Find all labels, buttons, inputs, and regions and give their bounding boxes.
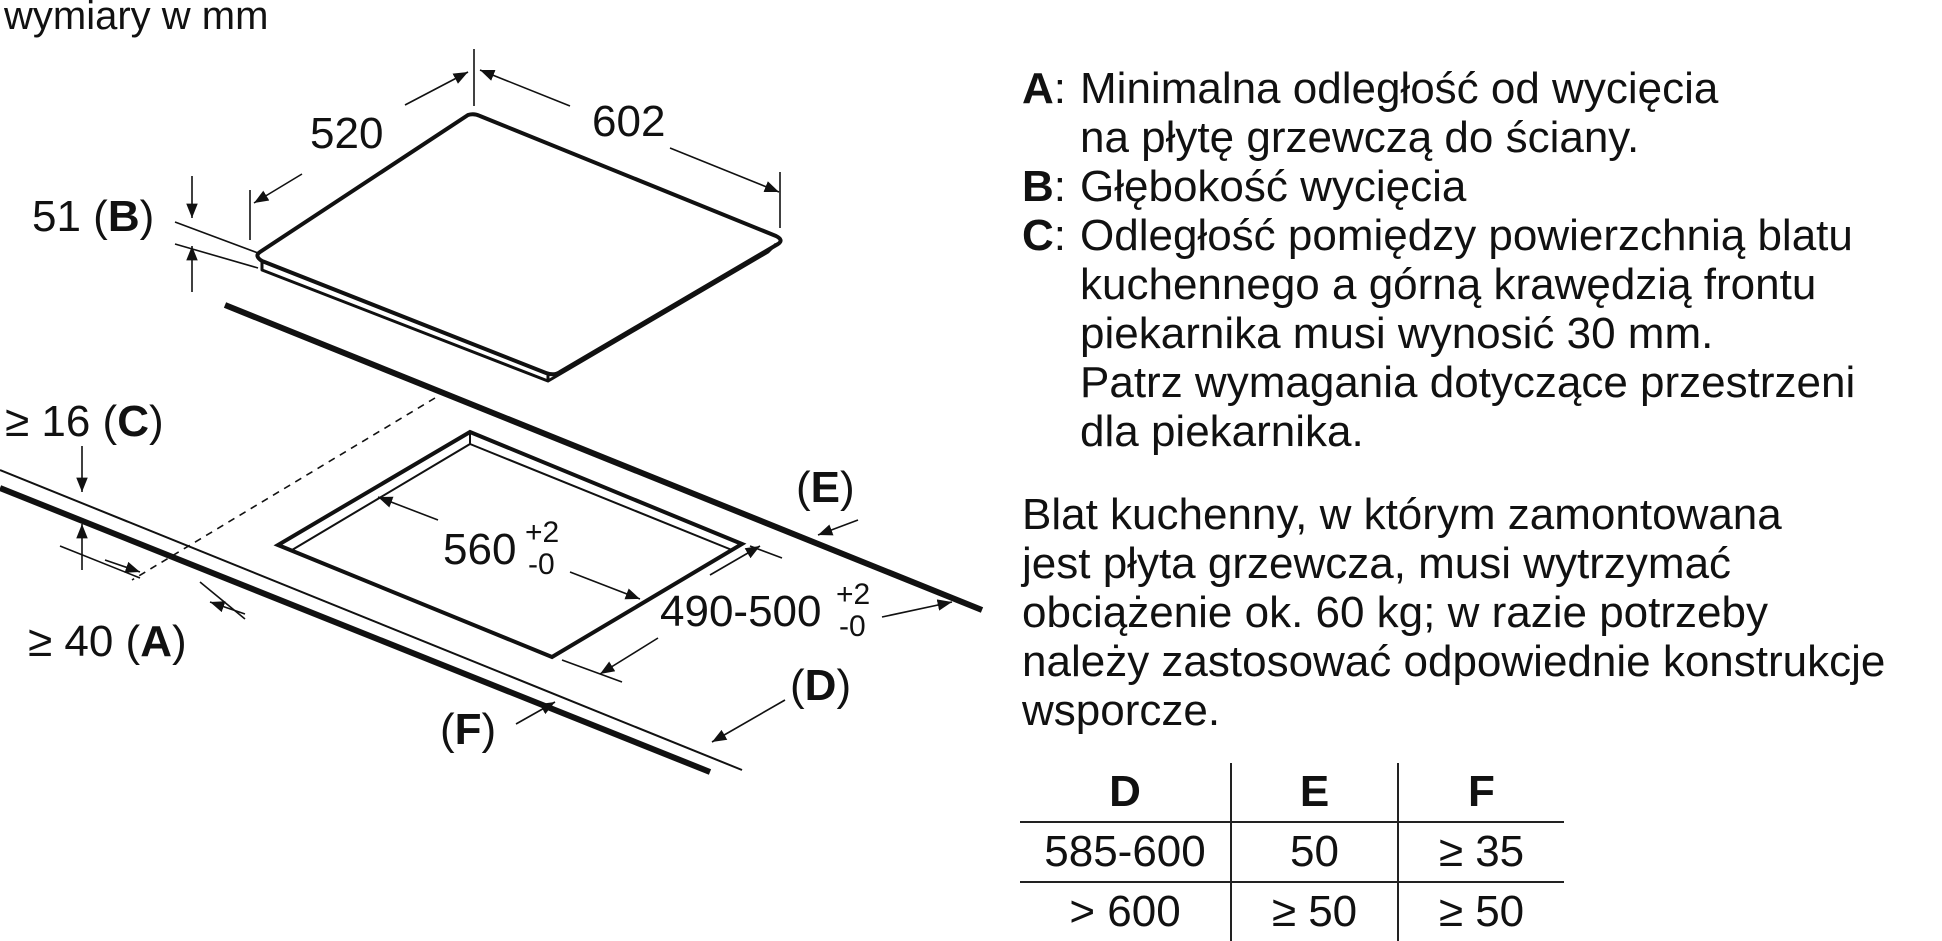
- height-label: 51 (B): [32, 192, 155, 241]
- table-row: [1020, 882, 1564, 941]
- legend-text: Głębokość wycięcia: [1080, 162, 1467, 211]
- legend-item-a: A : Minimalna odległość od wycięcia na płytę grzewczą do ściany.: [1022, 64, 1719, 162]
- table-cell: ≥ 35: [1398, 822, 1564, 882]
- cutout-width-label: 560: [443, 525, 517, 574]
- worktop-left-dashed: [132, 398, 435, 580]
- d-arrow-a: [882, 602, 952, 617]
- width-label: 602: [592, 97, 666, 146]
- units-label: wymiary w mm: [4, 0, 269, 38]
- legend-key: C: [1022, 211, 1054, 260]
- cutout-width-arrow-a: [378, 497, 438, 520]
- depth-dim-line-b: [405, 72, 468, 105]
- width-dim-line-a: [480, 70, 570, 106]
- width-dim-line-b: [670, 148, 779, 192]
- cutout-width-tolerance-minus: -0: [528, 548, 555, 581]
- table-cell: 585-600: [1020, 822, 1231, 882]
- table-row: [1020, 822, 1564, 882]
- table-header-cell: E: [1231, 763, 1398, 822]
- legend-text: Odległość pomiędzy powierzchnią blatu kuchennego a górną krawędzią frontu piekarnika musi wynosić 30 mm. Patrz wymagania dotyczące przestrzeni dla piekarnika.: [1080, 211, 1856, 456]
- worktop-back-edge: [225, 305, 982, 610]
- e-arrow: [818, 520, 858, 535]
- cutout-depth-arrow-b: [600, 638, 658, 674]
- depth-label: 520: [310, 109, 384, 158]
- f-label: (F): [440, 705, 497, 754]
- worktop-load-note: Blat kuchenny, w którym zamontowana jest płyta grzewcza, musi wytrzymać obciążenie ok. 60 kg; w razie potrzeby należy zastosować odpowiednie konstrukcje wsporcze.: [1022, 490, 1886, 735]
- table-header-cell: F: [1398, 763, 1564, 822]
- table-cell: > 600: [1069, 887, 1181, 936]
- distance-table: [1020, 763, 1564, 941]
- gap-c-label: ≥ 16 (C): [5, 397, 164, 446]
- d-arrow-b: [712, 700, 785, 742]
- table-cell: ≥ 50: [1398, 882, 1564, 941]
- gap-a-label: ≥ 40 (A): [28, 617, 187, 666]
- cutout-width-tolerance-plus: +2: [525, 516, 560, 549]
- table-header-cell: D: [1020, 763, 1231, 822]
- e-label: (E): [796, 463, 855, 512]
- table-header-row: [1020, 763, 1564, 822]
- legend-item-c: C : Odległość pomiędzy powierzchnią blatu kuchennego a górną krawędzią frontu piekarnika musi wynosić 30 mm. Patrz wymagania dotyczące przestrzeni dla piekarnika.: [1022, 211, 1856, 456]
- depth-dim-line-a: [254, 174, 302, 203]
- d-label: (D): [790, 661, 852, 710]
- legend-text: Minimalna odległość od wycięcia na płytę grzewczą do ściany.: [1080, 64, 1719, 162]
- cutout-depth-tolerance-plus: +2: [836, 578, 871, 611]
- legend-key: B: [1022, 162, 1054, 211]
- legend-key: A: [1022, 64, 1054, 113]
- cutout-depth-tolerance-minus: -0: [839, 610, 866, 643]
- legend-item-b: B : Głębokość wycięcia: [1022, 162, 1467, 211]
- table-cell: 50: [1231, 822, 1398, 882]
- cutout-depth-label: 490-500: [660, 587, 822, 636]
- cutout-width-arrow-b: [570, 572, 640, 599]
- legend: [1022, 64, 1922, 456]
- table-cell: ≥ 50: [1231, 882, 1398, 941]
